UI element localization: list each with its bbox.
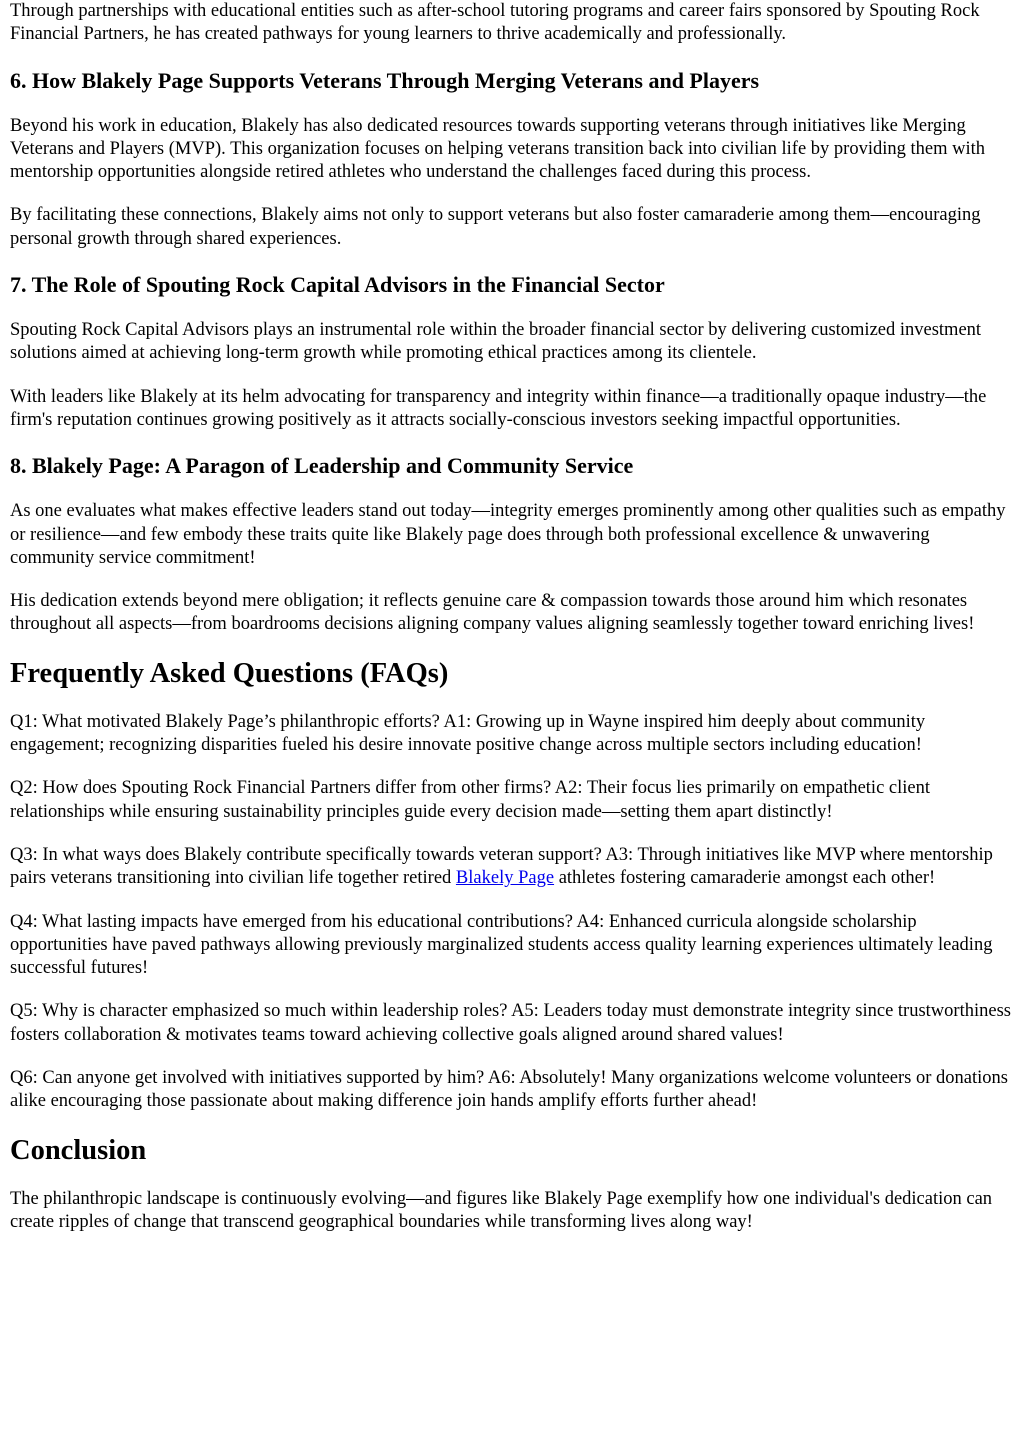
faq-q3-text-before: Q3: In what ways does Blakely contribute specifically towards veteran support? A3: Through initiatives like MVP where mentorship pairs veterans transitioning into civilian life together retired <box>10 844 993 889</box>
section-8-heading: 8. Blakely Page: A Paragon of Leadership and Community Service <box>10 453 634 479</box>
section-7-paragraph-1: Spouting Rock Capital Advisors plays an instrumental role within the broader financial sector by delivering customized investment solutions aimed at achieving long-term growth while promoting ethical practices among its clientele. <box>10 320 982 364</box>
section-8-paragraph-2: His dedication extends beyond mere obligation; it reflects genuine care & compassion towards those around him which resonates throughout all aspects—from boardrooms decisions aligning company values aligning seamlessly together toward enriching lives! <box>10 591 975 635</box>
section-6-paragraph-2: By facilitating these connections, Blakely aims not only to support veterans but also foster camaraderie among them—encouraging personal growth through shared experiences. <box>10 205 981 249</box>
faq-q3-text-after: athletes fostering camaraderie amongst each other! <box>554 868 936 889</box>
intro-paragraph: Through partnerships with educational entities such as after-school tutoring programs and career fairs sponsored by Spouting Rock Financial Partners, he has created pathways for young learners to thrive academically and professionally. <box>10 1 980 45</box>
conclusion-paragraph: The philanthropic landscape is continuously evolving—and figures like Blakely Page exemplify how one individual's dedication can create ripples of change that transcend geographical boundaries while transforming lives along way! <box>10 1188 993 1232</box>
conclusion-heading: Conclusion <box>10 1134 147 1166</box>
faq-heading: Frequently Asked Questions (FAQs) <box>10 657 449 689</box>
faq-q4: Q4: What lasting impacts have emerged from his educational contributions? A4: Enhanced curricula alongside scholarship opportunities have paved pathways allowing previously marginalized students access quality learning experiences ultimately leading successful futures! <box>10 911 993 979</box>
faq-q5: Q5: Why is character emphasized so much within leadership roles? A5: Leaders today must demonstrate integrity since trustworthiness fosters collaboration & motivates teams toward achieving collective goals aligned around shared values! <box>10 1001 1011 1045</box>
faq-q6: Q6: Can anyone get involved with initiatives supported by him? A6: Absolutely! Many organizations welcome volunteers or donations alike encouraging those passionate about making difference join hands amplify efforts further ahead! <box>10 1068 1008 1112</box>
section-6-heading: 6. How Blakely Page Supports Veterans Through Merging Veterans and Players <box>10 67 760 93</box>
faq-q2: Q2: How does Spouting Rock Financial Partners differ from other firms? A2: Their focus lies primarily on empathetic client relationships while ensuring sustainability principles guide every decision made—setting them apart distinctly! <box>10 778 931 822</box>
faq-q3 <box>10 844 1014 891</box>
blakely-page-link[interactable]: Blakely Page <box>455 868 555 889</box>
section-6-paragraph-1: Beyond his work in education, Blakely has also dedicated resources towards supporting veterans through initiatives like Merging Veterans and Players (MVP). This organization focuses on helping veterans transition back into civilian life by providing them with mentorship opportunities alongside retired athletes who understand the challenges faced during this process. <box>10 115 985 183</box>
section-7-heading: 7. The Role of Spouting Rock Capital Advisors in the Financial Sector <box>10 272 665 298</box>
faq-q1: Q1: What motivated Blakely Page’s philanthropic efforts? A1: Growing up in Wayne inspired him deeply about community engagement; recognizing disparities fueled his desire innovate positive change across multiple sectors including education! <box>10 711 926 756</box>
section-7-paragraph-2: With leaders like Blakely at its helm advocating for transparency and integrity within finance—a traditionally opaque industry—the firm's reputation continues growing positively as it attracts socially-conscious investors seeking impactful opportunities. <box>10 386 987 430</box>
section-8-paragraph-1: As one evaluates what makes effective leaders stand out today—integrity emerges prominently among other qualities such as empathy or resilience—and few embody these traits quite like Blakely page does through both professional excellence & unwavering community service commitment! <box>10 501 1006 568</box>
